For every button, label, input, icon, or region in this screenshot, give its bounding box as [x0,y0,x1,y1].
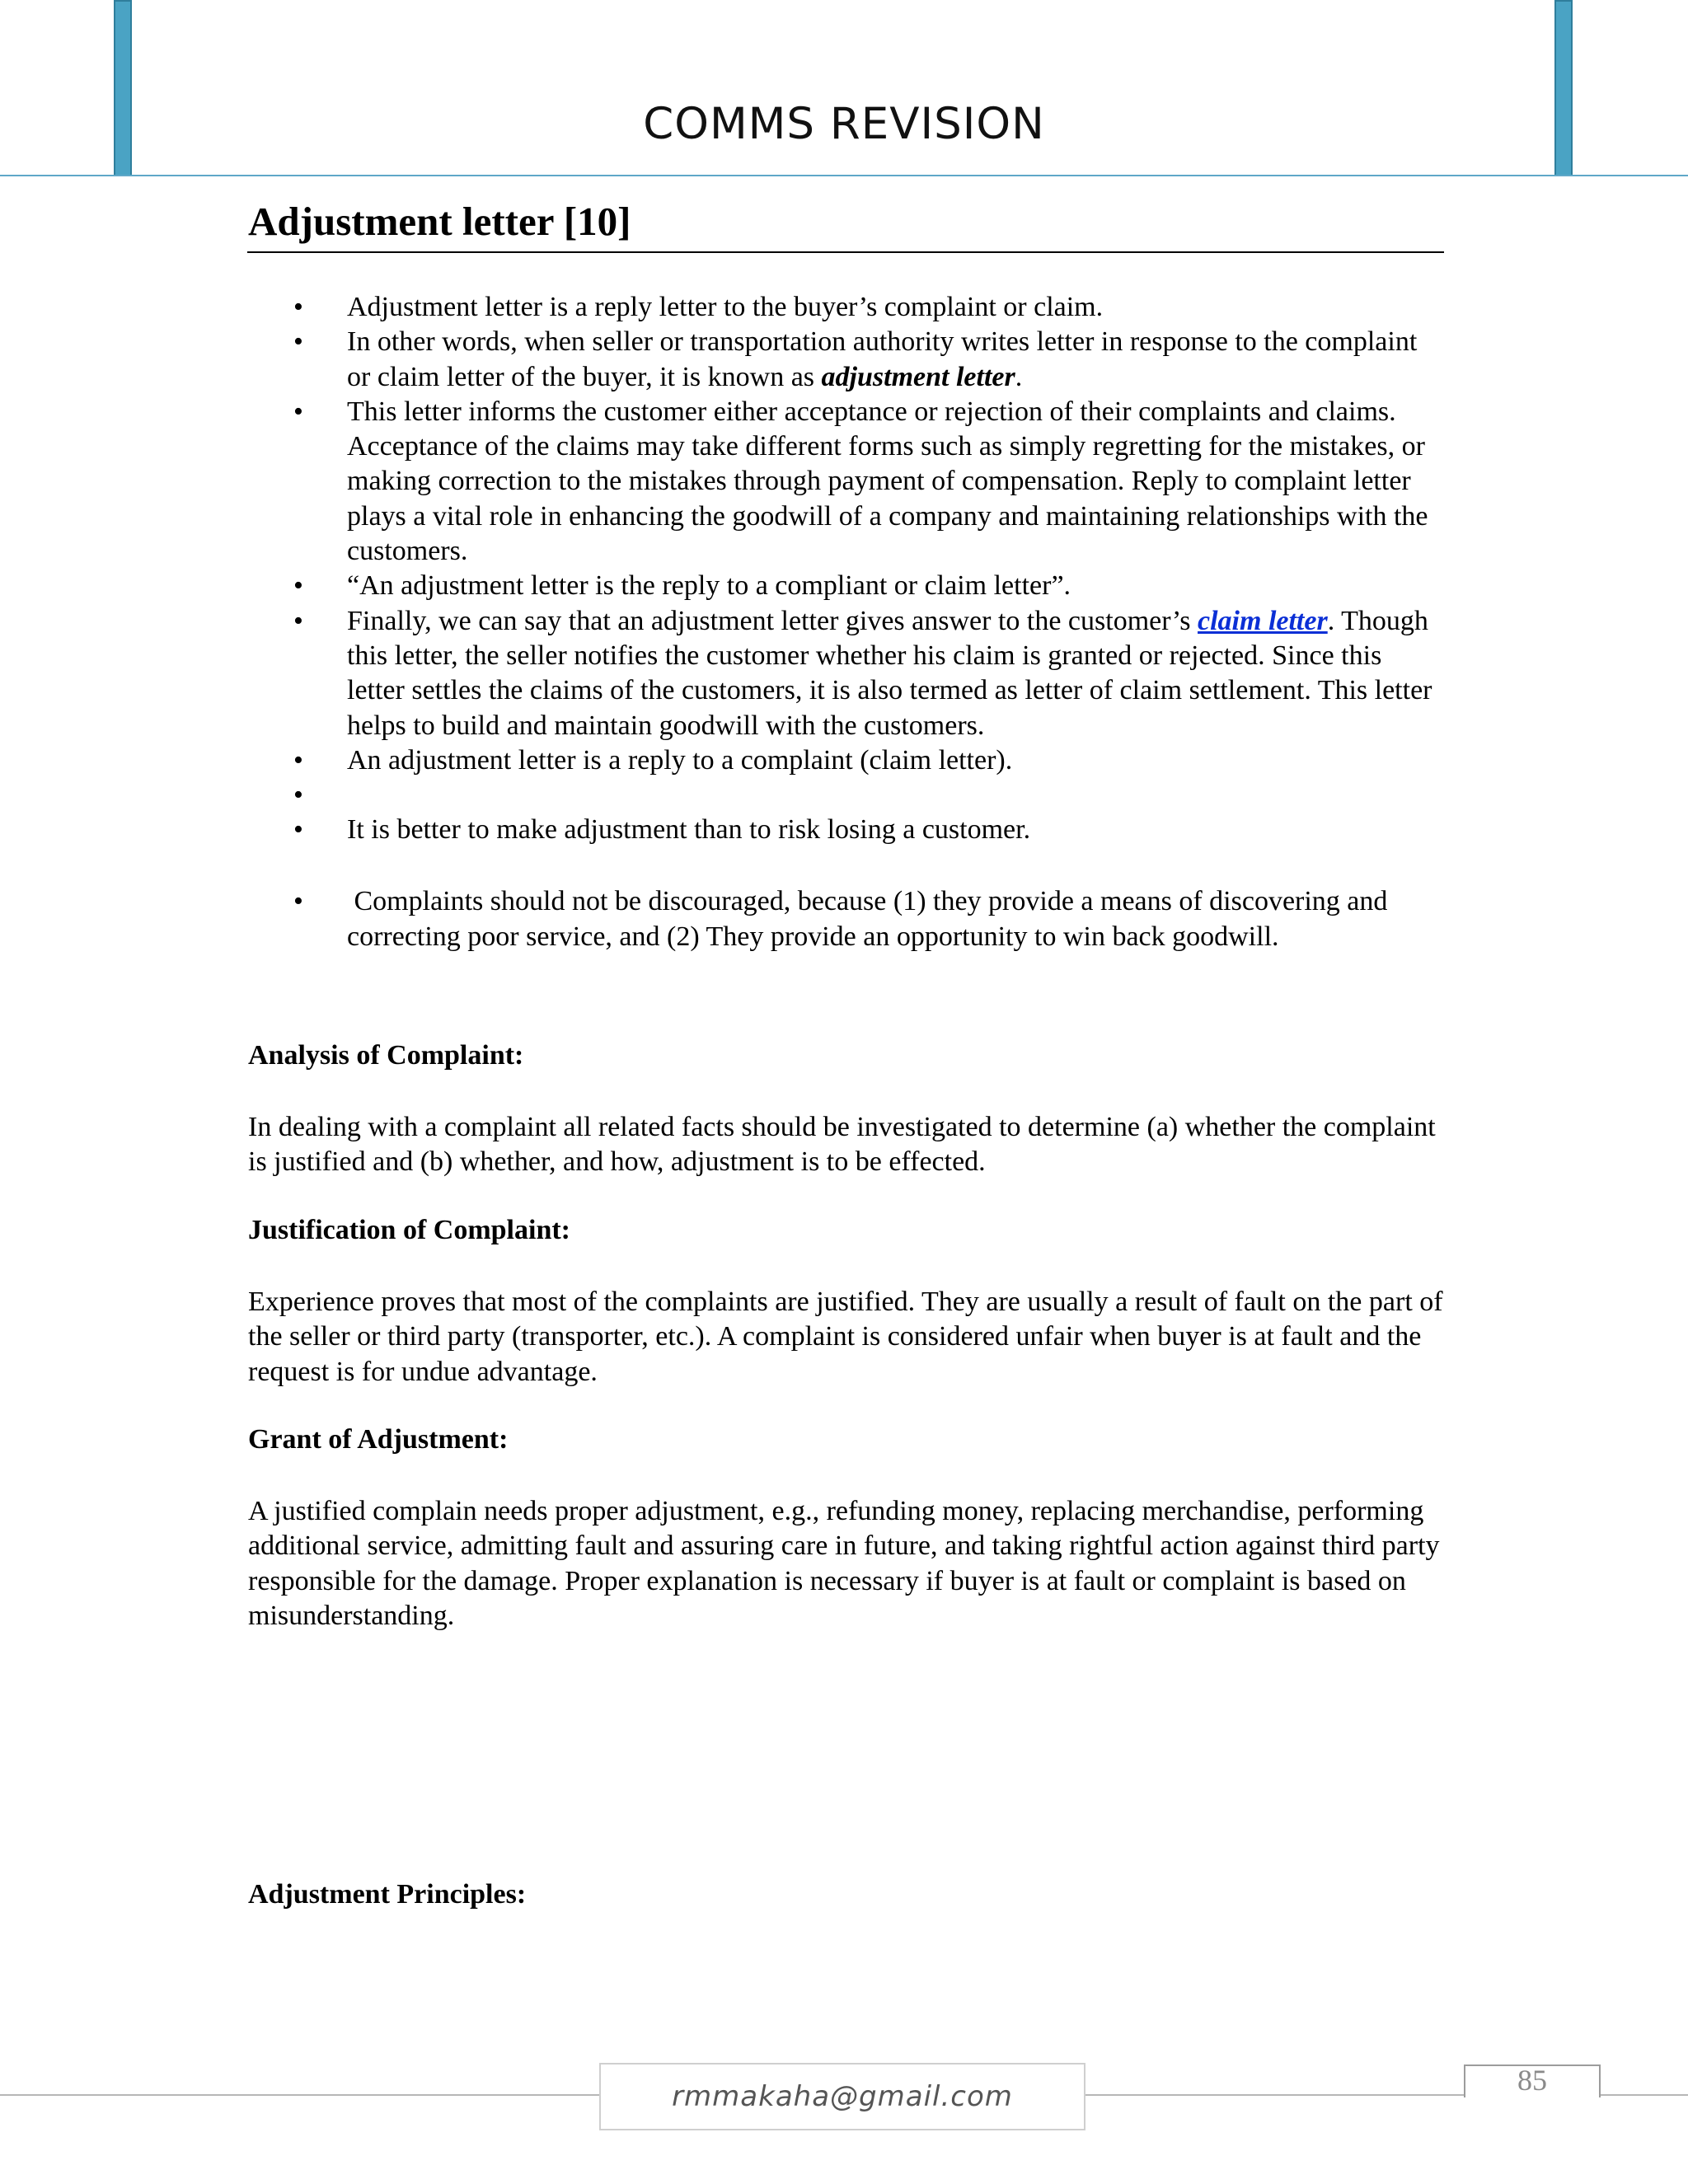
analysis-heading: Analysis of Complaint: [248,1040,524,1071]
list-item [247,395,1444,569]
section-title: Adjustment letter [10] [248,199,631,244]
bullet-dot: • [293,326,303,358]
footer-rule-right [1601,2094,1688,2096]
list-item [247,813,1444,847]
bullet-dot: • [293,814,303,846]
list-item-text [347,604,1444,743]
list-item-text-post: . [1015,361,1023,392]
header-left-accent-bar [114,0,132,176]
footer-email: rmmakaha@gmail.com [599,2063,1085,2130]
list-item-text-pre: In other words, when seller or transportation authority writes letter in response to the complaint or claim letter of the buyer, it is known as [347,326,1418,392]
list-item [247,290,1444,325]
list-item-text: An adjustment letter is a reply to a complaint (claim letter). [347,744,1013,776]
analysis-paragraph: In dealing with a complaint all related facts should be investigated to determine (a) whether the complaint is justified and (b) whether, and how, adjustment is to be effected. [248,1112,1436,1178]
header-right-accent-bar [1554,0,1573,176]
bullet-dot: • [293,292,303,322]
list-item-text-pre: Finally, we can say that an adjustment letter gives answer to the customer’s [347,605,1198,636]
bullet-dot: • [293,605,303,636]
bullet-dot: • [293,886,303,917]
principles-heading: Adjustment Principles: [248,1879,527,1910]
list-item-text: Complaints should not be discouraged, because (1) they provide a means of discovering and correcting poor service, and (2) They provide an opportunity to win back goodwill. [347,886,1395,952]
list-item-text-post: . Though this letter, the seller notifies the customer whether his claim is granted or rejected. Since this letter settles the claims of the customers, it is also termed as letter of claim settlement. This letter helps to build and maintain goodwill with the customers. [347,605,1432,741]
list-item [247,325,1444,395]
justification-heading: Justification of Complaint: [248,1215,570,1245]
list-item-text: Adjustment letter is a reply letter to the buyer’s complaint or claim. [347,292,1104,322]
header-rule [0,175,1688,176]
list-item-text: This letter informs the customer either acceptance or rejection of their complaints and claims. Acceptance of the claims may take different forms such as simply regretting for the mistakes, or making correction to the mistakes through payment of compensation. Reply to complaint letter plays a vital role in enhancing the goodwill of a company and maintaining relationships with the customers. [347,396,1428,567]
page-number: 85 [1464,2064,1601,2097]
list-item-text: It is better to make adjustment than to risk losing a customer. [347,814,1031,846]
grant-heading: Grant of Adjustment: [248,1424,509,1455]
list-item [247,604,1444,743]
bullet-dot: • [293,744,303,776]
bullet-list [247,290,1444,954]
document-header-title: COMMS REVISION [643,99,1045,149]
justification-paragraph: Experience proves that most of the complaints are justified. They are usually a result of fault on the part of the seller or third party (transporter, etc.). A complaint is considered unfair when buyer is at fault and the request is for undue advantage. [248,1286,1443,1387]
bullet-dot: • [293,570,303,602]
section-title-underline [247,251,1444,253]
list-item [247,884,1444,954]
claim-letter-link[interactable]: claim letter [1198,605,1328,636]
emphasized-term: adjustment letter [821,361,1015,392]
bullet-dot: • [293,780,303,811]
footer-rule-middle [1085,2094,1464,2096]
list-item [247,569,1444,603]
grant-paragraph: A justified complain needs proper adjustment, e.g., refunding money, replacing merchandise, performing additional service, admitting fault and assuring care in future, and taking rightful action against third party responsible for the damage. Proper explanation is necessary if buyer is at fault or complaint is based on misunderstanding. [248,1496,1440,1631]
bullet-dot: • [293,396,303,427]
list-item-text: “An adjustment letter is the reply to a compliant or claim letter”. [347,570,1071,602]
footer-rule-left [0,2094,599,2096]
list-item-text [347,325,1444,395]
list-item [247,743,1444,778]
list-item-empty [247,778,1444,813]
